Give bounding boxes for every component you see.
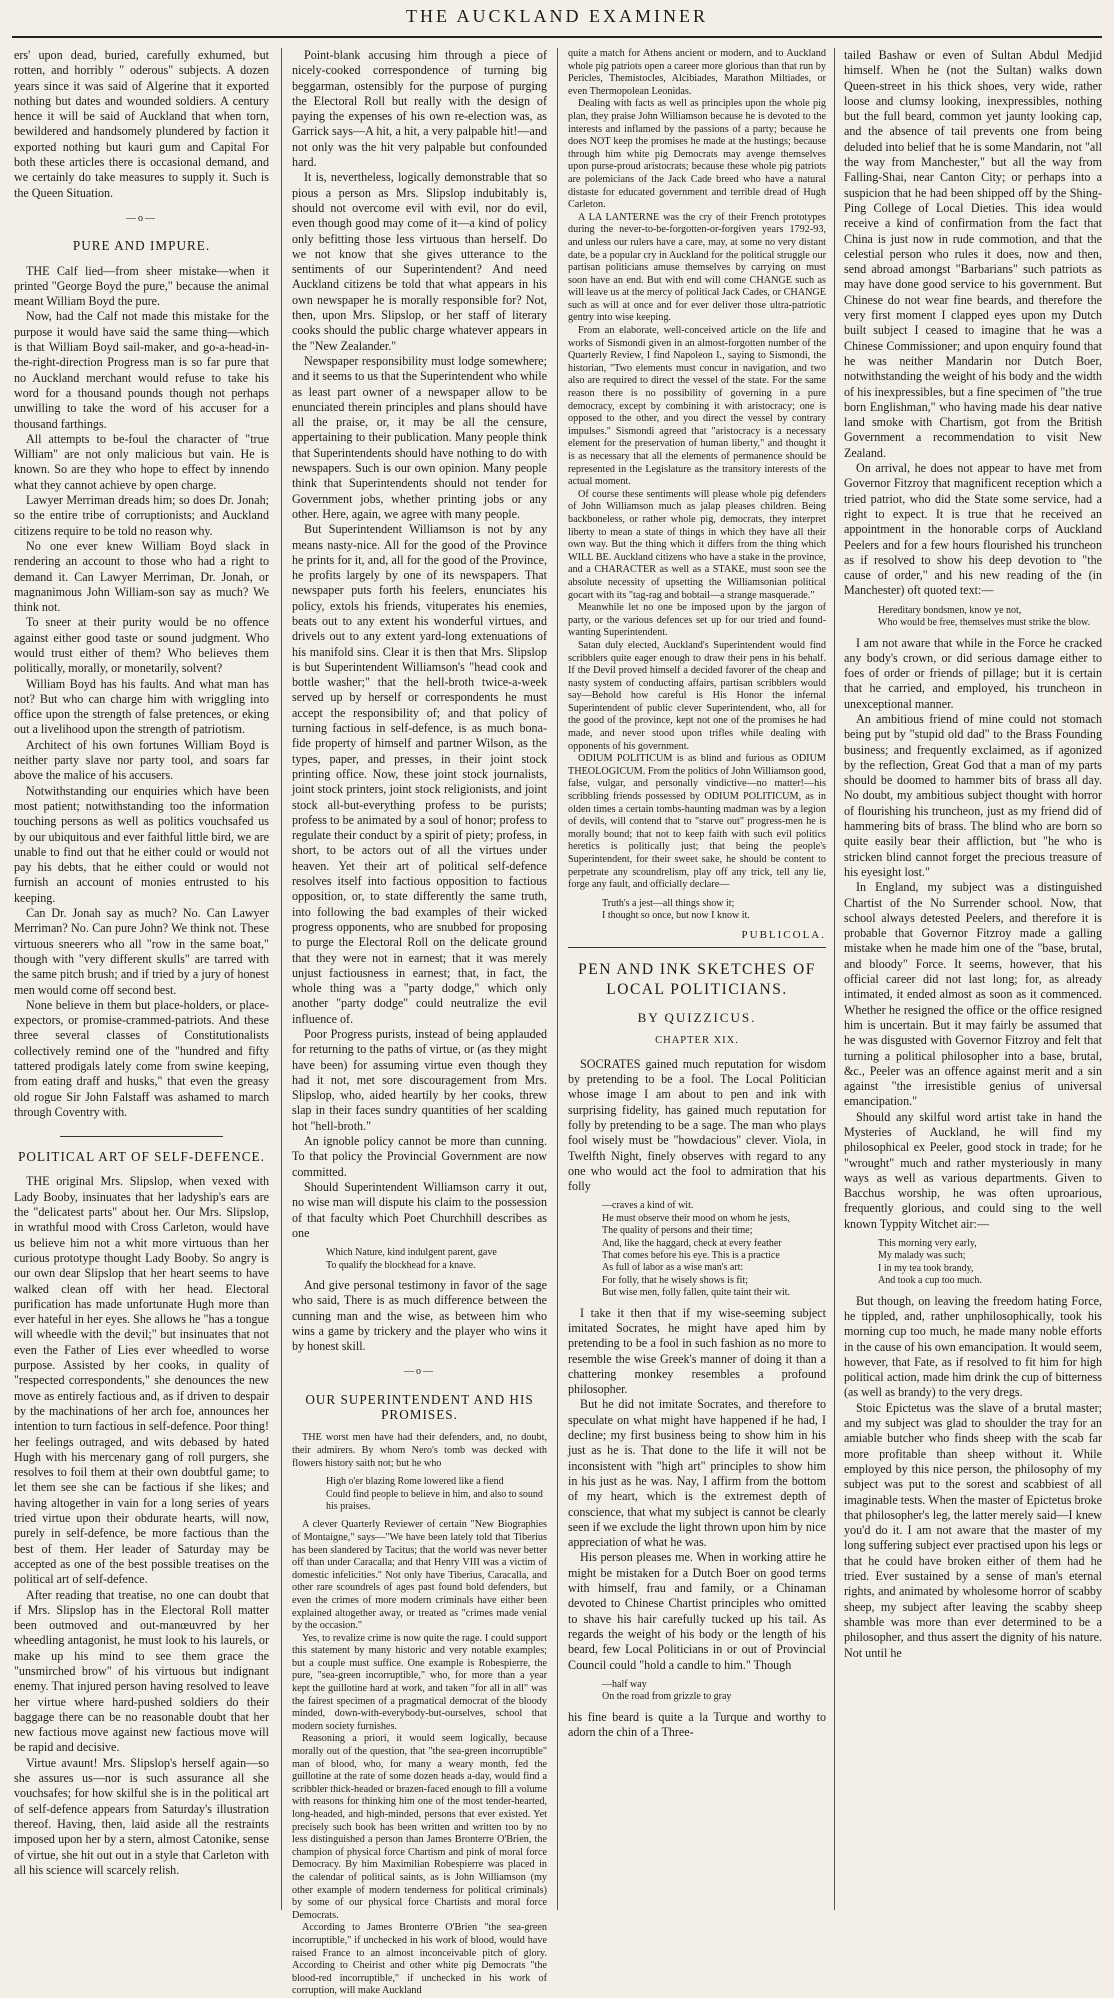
paragraph: Poor Progress purists, instead of being applauded for returning to the paths of virtue, or (as they might have been) for assuming virtue even though they had it not, met sore discouragement from Mrs. Slipslop, who, aided heartily by her cooks, threw slap in their faces sundry quantities of her scalding hot "hell-broth." — [292, 1027, 547, 1133]
paragraph: ODIUM POLITICUM is as blind and furious as ODIUM THEOLOGICUM. From the politics of John Williamson good, false, vulgar, and personally vindictive—no matter!—his scribbling friends possessed by ODIUM POLITICUM, as in olden times a certain tombs-haunting madman was by a legion of devils, will contend that to "starve out" progress-men he is morally bound; that not to keep faith with such evil politics heretics is politically just; that being the people's Superintendent, for their sweet sake, he should be content to perpetrate any scoundrelism, play off any trick, tell any lie, forge any fault, and officially declare— — [568, 753, 826, 891]
paragraph: THE original Mrs. Slipslop, when vexed with Lady Booby, insinuates that her ladyship's ears are the "delicatest parts" about her. Our Mrs. Slipslop, in wrathful mood with Cross Carleton, would have us believe him not a whit more virtuous than her curious prototype thought Lady Booby. So angry is our own dear Slipslop that her heart seems to have walked clean off with her head. Electoral purification has made unfortunate Hugh more than ever hateful in her eyes. She allows he "has a tongue will wheedle with the devil;" but insinuates that not even the Father of Lies ever wheedled to worse purpose. Assisted by her cooks, in quality of "respected correspondents," she denounces the new move as entirely factious and, as if driven to despair by the machinations of her arch foe, announces her intention to turn factious in self-defence. Poor thing! her feelings outraged, and wits debased by hated Hugh with his mercenary gang of roll purgers, she resolves to foil them at their own doubtful game; to let them see she can be factious if she likes; and having altogether in vain for a long series of years tried virtue upon their obdurate hearts, will now, purely in self-defence, be more factious than the best of them. Her leader of Saturday may be accepted as one of the best possible treatises on the political art of self-defence. — [14, 1174, 269, 1587]
byline: BY QUIZZICUS. — [637, 1010, 757, 1026]
paragraph: After reading that treatise, no one can doubt that if Mrs. Slipslop has in the Electoral Roll matter been outmoved and out-manœuvred by her wheedling antagonist, he must look to his laurels, or make up his mind to see them grace the "unsmirched brow" of his virtuous but indignant enemy. That injured person having resolved to leave her virtue where hard-pushed soldiers do their baggage there can be no reasonable doubt that her new factious move against new factious move will be rapid and decisive. — [14, 1587, 269, 1755]
verse-line: And, like the haggard, check at every feather — [602, 1237, 782, 1249]
verse-line: My malady was such; — [878, 1250, 966, 1262]
newspaper-title: THE AUCKLAND EXAMINER — [406, 6, 708, 26]
paragraph: Now, had the Calf not made this mistake for the purpose it would have said the same thing—which is that William Boyd sail-maker, and go-a-head-in-the-right-direction Progress man is so far pure that no Auckland merchant would refuse to take his word for a thousand pounds though not perhaps unwilling to take the word of his accuser for a thousand farthings. — [14, 309, 269, 431]
paragraph: To sneer at their purity would be no offence against either good taste or sound judgment. Who would trust either of them? Who believes them politically, morally, or monetarily, solvent? — [14, 615, 269, 676]
column-divider — [281, 48, 282, 1910]
paragraph: A clever Quarterly Reviewer of certain "New Biographies of Montaigne," says—"We have been lately told that Tiberius has been slandered by Tacitus; that the world was never better off than under Caracalla; and that Henry VIII was a victim of domestic infelicities." Not only have Tiberius, Caracalla, and other rare scoundrels of ages past found bold defenders, but even the crimes of more modern criminals have either been explained altogether away, or treated as "crimes made venial by the occasion." — [292, 1519, 547, 1632]
verse-line: For folly, that he wisely shows is fit; — [602, 1274, 749, 1286]
paragraph: Newspaper responsibility must lodge somewhere; and it seems to us that the Superintendent who while as least part owner of a newspaper allow to be enunciated therein principles and plans should have all the praise, or, it may be all the censure, appertaining to their publication. Many people think that Superintendents should have nothing to do with newspapers. Such is our own opinion. Many people think that Superintendents should not tender for Government jobs, whether printing jobs or any other. Here, again, we agree with many people. — [292, 353, 547, 521]
verse-line: I thought so once, but now I know it. — [602, 910, 750, 922]
verse-line: Could find people to believe in him, and also to sound his praises. — [326, 1488, 543, 1512]
paragraph: Stoic Epictetus was the slave of a brutal master; and my subject was glad to shoulder the tray for an amiable butcher who finds sheep with the scab far more profitable than sheep without it. While employed by this nice person, the philosophy of my subject was put to the sorest and scabbiest of all imaginable tests. When the master of Epictetus broke that philosopher's leg, the latter merely said—I knew you'd do it. I am not aware that the master of my long suffering subject ever practised upon his legs or that he could have broken either of them had he tried. Ever sustained by a sense of man's eternal rights, and animated by wholesome horror of scabby sheep, my subject after leaving the scabby sheep shamble was more than ever determined to be a philosopher, and thus assert the dignity of his nature. Not until he — [844, 1400, 1102, 1660]
paragraph: Yes, to revalize crime is now quite the rage. I could support this statement by many historic and very notable examples; but a couple must suffice. One example is Robespierre, the pure, "sea-green incorruptible," who, for more than a year kept the guillotine hard at work, and taken "for all in all" was the fairest specimen of a pragmatical democrat of the bloody minded, down-with-everybody-but-ourselves, school that modern society furnishes. — [292, 1632, 547, 1732]
article-heading-pure-and-impure: PURE AND IMPURE. — [72, 238, 211, 254]
paragraph: An ambitious friend of mine could not stomach being put by "stupid old dad" to the Brass Founding business; and frequently exclaimed, as if agonized by the reflection, Great God that a man of my parts should be doomed to hammer bits of brass all day. No doubt, my ambitious subject thought with horror of flourishing his truncheon, just as my friend did of hammering bits of brass. The blind who are born so quite easily bear their affliction, but "he who is stricken blind cannot forget the precious treasure of his eyesight lost." — [844, 711, 1102, 879]
paragraph: Meanwhile let no one be imposed upon by the jargon of party, or the various defences set up for our tried and found-wanting Superintendent. — [568, 602, 826, 639]
column-2 — [292, 48, 547, 1997]
paragraph: A LA LANTERNE was the cry of their French prototypes during the never-to-be-forgotten-or-forgiven years 1792-93, and unless our rulers have a care, may, at some no very distant date, be a popular cry in Auckland for the political struggle our partisan politicians amuse themselves by carrying on must soon have an end. But with end will come CHANGE such as will leave us at the mercy of political Jack Cades, or CHANGE such as will at once and for ever deliver those ultra-patriotic gentry into wise keeping. — [568, 211, 827, 324]
verse-line: That comes before his eye. This is a practice — [602, 1250, 780, 1262]
verse-line: And took a cup too much. — [878, 1275, 982, 1287]
paragraph: In England, my subject was a distinguished Chartist of the No Surrender school. Now, that school always detested Peelers, and therefore it is probable that Governor Fitzroy made a galling mistake when he made him one of the "base, brutal, and bloody" Force. It seems, however, that his official career did not last long; for, as already intimated, it ended almost as soon as it commenced. Whether he resigned the office or the office resigned him is uncertain. But it may fairly be assumed that he was disgusted with Governor Fitzroy and felt that turning a political philosopher into a base, brutal, &c., Peeler was an offence against merit and a sin against "the irresistible genius of universal emancipation." — [844, 880, 1102, 1109]
separator: —o— — [404, 1366, 435, 1378]
paragraph: But he did not imitate Socrates, and therefore to speculate on what might have happened if he had, I decline; my first business being to show him in his just as he is. That done to the life it will not be inconsistent with "high art" principles to show him in his just as he was. Nay, I affirm from the bottom of my heart, which is the extremest depth of conscience, that what my subject is cannot be clearly seen if we exclude the light thrown upon him by nice appreciation of what he was. — [568, 1397, 826, 1550]
paragraph: But though, on leaving the freedom hating Force, he tippled, and, rather unphilosophically, took his morning cup too much, he made many noble efforts in the cause of his own emancipation. It would seem, however, that Fate, as if resolved to fit him for high political action, made him drink the cup of bitterness (as well as brandy) to the very dregs. — [844, 1293, 1102, 1400]
verse-line: High o'er blazing Rome lowered like a fiend — [326, 1476, 504, 1488]
paragraph: From an elaborate, well-conceived article on the life and works of Sismondi given in an almost-forgotten number of the Quarterly Review, I find Napoleon I., saying to Sismondi, the historian, "Two elements must concur in navigation, and two also are required to direct the vessel of the state. For the same reason there is no possibility of governing in a pure democracy, except by combining it with aristocracy; one is opposed to the other, and you direct the vessel by contrary impulses." Sismondi agreed that "aristocracy is a necessary element for the preservation of human liberty," and thought it is as necessary that all the elements of permanence should be represented in the Legislature as the transitory interests of the actual moment. — [568, 325, 826, 488]
column-divider — [834, 48, 835, 1910]
small-print-block — [292, 1432, 547, 1998]
paragraph: his fine beard is quite a la Turque and worthy to adorn the chin of a Three- — [568, 1709, 826, 1739]
masthead-rule — [12, 36, 1102, 38]
paragraph: Satan duly elected, Auckland's Superintendent would find scribblers quite eager enough to draw their pens in his behalf. If the Devil proved himself a decided favorer of the cheap and nasty system of conducting affairs, partisan scribblers would say—Behold how careful is His Honor the infernal Superintendent of public clever Superintendent, who, all for the good of the province, kept not one of the promises he had made, and never stood upon trifles while dealing with opponents of his government. — [568, 639, 826, 752]
paragraph: Reasoning a priori, it would seem logically, because morally out of the question, that "the sea-green incorruptible" man of blood, who, for many a weary month, fed the guillotine at the rate of some dozen heads a-day, would find a scribbler thick-headed or brazen-faced enough to fill a volume with reasons for thinking him one of the most tender-hearted, long-headed, and high-minded, persons that ever existed. Yet precisely such book has been written and written too by no less distinguished a person than James Bronterre O'Brien, the champion of physical force Chartism and pink of moral force Democracy. By him Maximilian Robespierre was placed in the calendar of political saints, as is John Williamson (my other example of modern tenderness for political criminals) by some of our physical force Chartists and moral force Democrats. — [292, 1733, 547, 1921]
paragraph: Point-blank accusing him through a piece of nicely-cooked correspondence of turning big beggarman, ostensibly for the purpose of purging the Electoral Roll but really with the design of paying the expenses of his own re-election was, as Garrick says—A hit, a hit, a very palpable hit!—and not only was the hit very palpable but confounded hard. — [292, 48, 547, 170]
verse-quote — [326, 1247, 547, 1272]
verse-line: As full of labor as a wise man's art: — [602, 1262, 744, 1274]
masthead — [0, 0, 1114, 40]
article-heading-promises: OUR SUPERINTENDENT AND HIS PROMISES. — [305, 1391, 534, 1423]
paragraph: THE Calf lied—from sheer mistake—when it printed "George Boyd the pure," because the animal meant William Boyd the pure. — [14, 263, 269, 309]
paragraph: Architect of his own fortunes William Boyd is neither party slave nor party tool, and soars far above the malice of his accusers. — [14, 737, 269, 783]
verse-quote — [326, 1476, 547, 1513]
paragraph: Should any skilful word artist take in hand the Mysteries of Auckland, he will find my philosophical ex Peeler, good stock in trade; for he "wrought" much and rather mysteriously in many ways as well as various departments. Given to Bacchus worship, he was often uproarious, frequently glorious, and could sing to the well known Typpity Witchet air:— — [844, 1109, 1102, 1231]
verse-line: He must observe their mood on whom he jests, — [602, 1212, 791, 1224]
column-4 — [844, 48, 1102, 1910]
paragraph: I am not aware that while in the Force he cracked any body's crown, or did serious damage either to foes of order or friends of pillage; but it is certain that he carried, and employed, his truncheon in unexceptional manner. — [844, 635, 1102, 711]
article-heading-self-defence: POLITICAL ART OF SELF-DEFENCE. — [18, 1149, 265, 1165]
paragraph: It is, nevertheless, logically demonstrable that so pious a person as Mrs. Slipslop indubitably is, should not overcome evil with evil, nor do evil, even though good may come of it—a kind of policy only befitting those less virtuous than herself. Do we not know that she gives utterance to the sentiments of our Superintendent? And need Auckland citizens be told that what appears in his own newspaper he is morally responsible for? Not, then, upon Mrs. Slipslop, or her staff of literary cooks should the public charge whatever appears in the "New Zealander." — [292, 170, 547, 353]
paragraph: SOCRATES gained much reputation for wisdom by pretending to be a fool. The Local Politician whose image I am about to pen and ink with surprising fidelity, has gained much reputation for folly by pretending to be a sage. The man who plays fool wisely must be "howdacious" clever. Viola, in Twelfth Night, finely observes with regard to any one who would act the fool to admiration that his folly — [568, 1056, 826, 1194]
paragraph: Dealing with facts as well as principles upon the whole pig plan, they praise John Williamson because he is devoted to the interests and inflamed by the passions of a party; because he does NOT keep the promises he made at the hustings; because through him white pig Democrats may avenge themselves upon purse-proud aristocrats; because these whole pig patriots are polemicians of the Jack Cade breed who have a natural distaste for educated government and terrible dread of Hugh Carleton. — [568, 98, 826, 211]
paragraph: But Superintendent Williamson is not by any means nasty-nice. All for the good of the Province he prints for it, and, all for the good of the Province, he profits largely by one of its newspapers. That newspaper puts forth his feelers, enunciates his policy, extols his friends, vituperates his enemies, beats out to any extent his wonderful virtues, and drivels out to any extent yard-long extenuations of his manifold sins. Clear it is then that Mrs. Slipslop is but Superintendent Williamson's "head cook and bottle washer;" that the hell-broth twice-a-week served up by herself or correspondents he must accept the responsibility of; and that policy of turning factious in self-defence, is as much bona-fide property of himself and partner Wilson, as the types, paper, and presses, in their joint stock printing office. Now, these joint stock journalists, joint stock printers, joint stock religionists, and joint stock all-but-everything profess to be purists; profess to be animated by a soul of honor; profess to regulate their conduct by a spirit of piety; profess, in short, to be actors out of all the virtues under heaven. Yet their art of political self-defence resolves itself into factious opposition to factious opposition, or, to state differently the same truth, into following the bad examples of their wicked progress opponents, who are snubbed for proposing to purge the Electoral Roll on the delicate ground that they were not in earnest; that it was merely unjust factiousness in earnest; that, in fact, the whole thing was a "party dodge," which only another "party dodge" could neutralize the evil influence of. — [292, 522, 547, 1026]
verse-line: On the road from grizzle to gray — [602, 1691, 732, 1703]
paragraph: THE worst men have had their defenders, and, no doubt, their admirers. By whom Nero's tomb was decked with flowers history saith not; but he who — [292, 1432, 547, 1469]
paragraph: And give personal testimony in favor of the sage who said, There is as much difference between the cunning man and the wise, as between him who wins a game by trickery and the player who wins it by honest skill. — [292, 1277, 547, 1354]
paragraph: William Boyd has his faults. And what man has not? But who can charge him with wriggling into office upon the strength of false pretences, or eking out a livelihood upon the strength of patriotism. — [14, 676, 269, 737]
column-1 — [14, 48, 269, 1910]
verse-line: The quality of persons and their time; — [602, 1225, 753, 1237]
signature: PUBLICOLA. — [741, 928, 826, 941]
paragraph: Can Dr. Jonah say as much? No. Can Lawyer Merriman? No. Can pure John? We think not. These virtuous sneerers who all "row in the same boat," though with "very different skulls" are tarred with the same pitch brush; and if tried by a jury of honest men would come off second best. — [14, 906, 269, 997]
divider — [568, 947, 826, 948]
verse-line: —craves a kind of wit. — [602, 1200, 694, 1212]
paragraph: All attempts to be-foul the character of "true William" are not only malicious but vain. He is known. So are they who hope to effect by innendo what they cannot achieve by open charge. — [14, 431, 269, 492]
article-heading-pen-and-ink: PEN AND INK SKETCHES OF LOCAL POLITICIANS. — [578, 961, 816, 999]
verse-line: This morning very early, — [878, 1238, 977, 1250]
paragraph: An ignoble policy cannot be more than cunning. To that policy the Provincial Government are now committed. — [292, 1134, 547, 1179]
divider — [60, 1136, 223, 1137]
article-text: ers' upon dead, buried, carefully exhumed, but rotten, and horribly " oderous" subjects. A dozen years since it was said of Algerine that it exported nothing but dates and wounded soldiers. A century hence it will be said of Auckland that when torn, bewildered and handsomely plundered by faction it exported nothing but kauri gum and Capital For both these articles there is occasional demand, and we certainly do take measures to supply it. Such is the Queen Situation. — [14, 48, 269, 200]
verse-line: Hereditary bondsmen, know ye not, — [878, 604, 1022, 616]
paragraph: I take it then that if my wise-seeming subject imitated Socrates, he might have aped him by pretending to be a fool in such fashion as no more to resemble the wise Greek's manner of doing it than a chattering monkey resembles a profound philosopher. — [568, 1305, 826, 1397]
paragraph: Virtue avaunt! Mrs. Slipslop's herself again—so she assures us—nor is such assurance all she vouchsafes; for how skilful she is in the political art of self-defence appears from Saturday's illustration thereof. Having, then, laid aside all the restraints imposed upon her by a stern, almost Catonike, sense of virtue, she hit out out in a style that Carleton with all his science will scarcely relish. — [14, 1755, 269, 1877]
paragraph: Lawyer Merriman dreads him; so does Dr. Jonah; so the entire tribe of corruptionists; and Auckland citizens require to be told no reason why. — [14, 493, 269, 538]
paragraph: No one ever knew William Boyd slack in rendering an account to those who had a right to demand it. Can Lawyer Merriman, Dr. Jonah, or magnanimous John William-son say as much? We think not. — [14, 538, 269, 615]
column-divider — [557, 48, 558, 1910]
verse-quote — [878, 1238, 1102, 1288]
paragraph: His person pleases me. When in working attire he might be mistaken for a Dutch Boer on good terms with himself, frau and family, or a Chinaman devoted to Chinese Chartist principles who omitted to shave his hair carefully tucked up his tail. As regards the weight of his body or the length of his beard, few Local Politicians in or out of Provincial Council could "hold a candle to him." Though — [568, 1550, 826, 1672]
verse-line: To qualify the blockhead for a knave. — [326, 1259, 476, 1271]
paragraph: quite a match for Athens ancient or modern, and to Auckland whole pig patriots open a career more glorious than that run by Pericles, Themistocles, Alcibiades, Marathon Miltiades, or even Thermopolean Leonidas. — [568, 48, 826, 97]
verse-line: —half way — [602, 1678, 647, 1690]
paragraph: Notwithstanding our enquiries which have been most patient; notwithstanding too the information touching persons as well as politics vouchsafed us by our ubiquitous and ever faithful little bird, we are unable to find out that he either could or would not pay his debts, that he either could or would not furnish an account of monies entrusted to his keeping. — [14, 783, 269, 905]
verse-quote — [602, 898, 826, 923]
verse-quote — [878, 605, 1102, 630]
paragraph: None believe in them but place-holders, or place-expectors, or promise-crammed-patriots. And these three several classes of Constitutionalists collectively remind one of the "hundred and fifty tattered prodigals lately come from swine keeping, from eating draff and husks," that even the greasy old rogue Sir John Falstaff was ashamed to march through Coventry with. — [14, 997, 269, 1119]
verse-line: I in my tea took brandy, — [878, 1262, 974, 1274]
paragraph: According to James Bronterre O'Brien "the sea-green incorruptible," if unchecked in his work of blood, would have raised France to an almost inconceivable pitch of glory. According to Cheirist and other white pig Democrats "the blood-red incorruptible," if unchecked in his work of corruption, will make Auckland — [292, 1922, 547, 1997]
column-3 — [568, 48, 826, 1910]
verse-line: But wise men, folly fallen, quite taint their wit. — [602, 1287, 791, 1299]
paragraph: On arrival, he does not appear to have met from Governor Fitzroy that magnificent reception which a tried patriot, who did the State some service, had a right to expect. It is true that he received an appointment in the honorable corps of Auckland Peelers and for a few hours flourished his truncheon as if resolved to show his deep devotion to "the cause of order," and his new reading of the (in Manchester) oft quoted text:— — [844, 461, 1102, 598]
chapter-label: CHAPTER XIX. — [655, 1035, 739, 1047]
verse-quote — [602, 1200, 826, 1299]
verse-line: Who would be free, themselves must strike the blow. — [878, 617, 1091, 629]
small-print-block — [568, 48, 826, 941]
verse-line: Truth's a jest—all things show it; — [602, 897, 735, 909]
verse-line: Which Nature, kind indulgent parent, gave — [326, 1247, 497, 1259]
paragraph: tailed Bashaw or even of Sultan Abdul Medjid himself. When he (not the Sultan) walks down Queen-street in his thick shoes, very wide, rather loose and clumsy looking, inexpressibles, nothing but the full beard, common yet jaunty looking cap, and the absence of tail prevents one from being deluded into belief that he is some Mandarin, not "all the way from Manchester," but all the way from Falling-Shai, near Canton City; or perhaps into a suspicion that he had been shipped off by the Shing-Ping College of Local Dieties. This idea would receive a kind of confirmation from the fact that China is just now in rude commotion, and that the celestial person who rules it does, now and then, send abroad amongst "Barbarians" such patriots as may have done good service to his government. But Chinese do not wear fine beards, and therefore the very first moment I clapped eyes upon my Dutch built subject I ceased to imagine that he was a Chinese Commissioner; and upon enquiry found that he was neither Mandarin nor Dutch Boer, notwithstanding the weight of his body and the width of his inexpressibles, but a fine specimen of "the true born Englishman," who having made his dear native land smoke with Chartism, got from the British Government a recommendation to visit New Zealand. — [844, 48, 1102, 460]
separator: —o— — [126, 212, 157, 224]
paragraph: Of course these sentiments will please whole pig defenders of John Williamson much as jalap pleases children. Being backboneless, or rather whole pig, democrats, they interpret liberty to mean a state of things in which they have all their own way. But the thing which it differs from the thing which WILL BE. Auckland citizens who have a stake in the province, and a CHARACTER as well as a STAKE, must soon see the absolute necessity of upsetting the Williamsonian political gocart with its "tag-rag and bobtail—a strange masquerade." — [568, 488, 826, 601]
verse-quote — [602, 1679, 826, 1704]
paragraph: Should Superintendent Williamson carry it out, no wise man will dispute his claim to the possession of that faculty which Poet Churchhill describes as one — [292, 1179, 547, 1240]
